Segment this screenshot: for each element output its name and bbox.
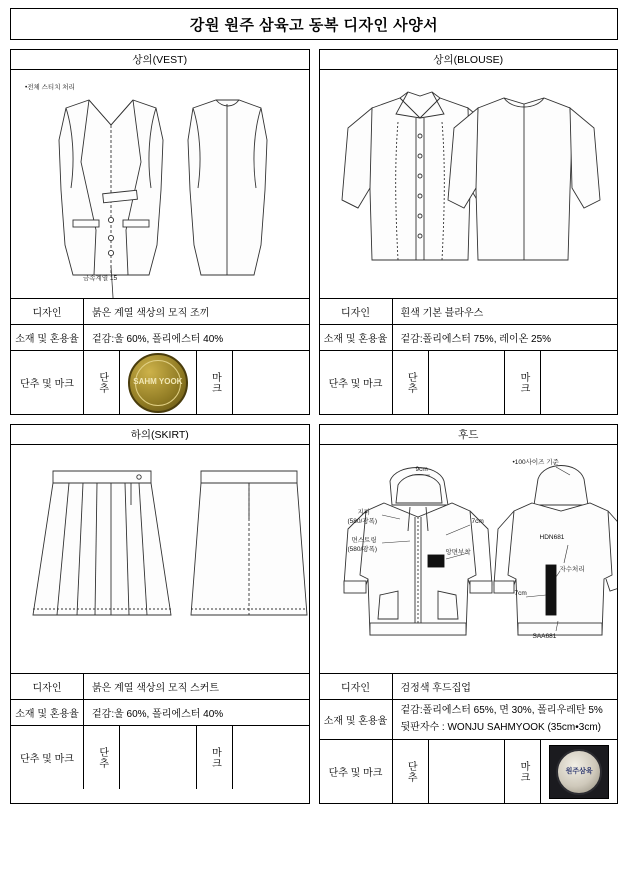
hood-design-row <box>320 674 618 700</box>
skirt-mark-cell-label: 마크 <box>209 746 221 769</box>
panel-skirt-header-label: 하의(SKIRT) <box>130 429 189 441</box>
gold-button-emblem-icon <box>128 353 188 413</box>
vest-mark-label-cell <box>197 351 233 414</box>
blouse-design-row <box>320 299 618 325</box>
vest-button-label: 단추 <box>96 371 108 394</box>
document-title-bar <box>10 8 618 40</box>
skirt-button-image-cell <box>120 726 197 789</box>
hood-note-zipper: 지퍼 <box>357 509 371 516</box>
blouse-material-label: 소재 및 혼용율 <box>320 325 393 350</box>
vest-button-label-cell <box>84 351 120 414</box>
blouse-mark-cell-label: 마크 <box>518 371 529 394</box>
skirt-material-value: 겉감:울 60%, 폴리에스터 40% <box>92 709 224 720</box>
skirt-mark-image-cell <box>233 726 309 789</box>
hood-note-7cm-front: 7cm <box>471 518 484 525</box>
panel-vest-artwork <box>11 70 309 299</box>
hood-note-attachment: 앙면부착 <box>445 549 471 556</box>
hood-mark-label-cell <box>505 740 541 803</box>
blouse-design-label: 디자인 <box>320 299 393 324</box>
hood-mark-cell-label: 마크 <box>518 760 529 783</box>
panel-vest-header-label: 상의(VEST) <box>132 54 188 66</box>
panel-blouse-artwork <box>320 70 618 299</box>
blouse-mark-label-cell <box>505 351 541 414</box>
panel-blouse <box>319 49 619 415</box>
panel-skirt <box>10 424 310 804</box>
embroidered-patch-icon <box>549 745 609 799</box>
skirt-material-row <box>11 700 309 726</box>
vest-design-label: 디자인 <box>11 299 84 324</box>
panel-hood-artwork <box>320 445 618 674</box>
hood-note-size-standard: •100사이즈 기준 <box>512 459 559 466</box>
skirt-material-label: 소재 및 혼용율 <box>11 700 84 725</box>
panel-blouse-header-label: 상의(BLOUSE) <box>433 54 504 66</box>
blouse-button-label-cell <box>393 351 429 414</box>
vest-design-row <box>11 299 309 325</box>
hood-technical-drawing <box>320 445 618 673</box>
blouse-button-label: 단추 <box>405 371 417 394</box>
panel-skirt-artwork <box>11 445 309 674</box>
panel-hood-header <box>320 425 618 445</box>
vest-material-label: 소재 및 혼용율 <box>11 325 84 350</box>
vest-design-value: 붉은 계열 색상의 모직 조끼 <box>92 308 210 319</box>
blouse-mark-label: 단추 및 마크 <box>320 351 393 414</box>
hood-button-image-cell <box>429 740 506 803</box>
vest-note-stitch: •전체 스티치 처리 <box>25 84 75 91</box>
hood-material-value-2: 뒷판자수 : WONJU SAHMYOOK (35cm•3cm) <box>400 721 601 733</box>
skirt-button-label-cell <box>84 726 120 789</box>
hood-note-9cm: 9cm <box>415 466 428 473</box>
panel-hood-header-label: 후드 <box>458 429 479 441</box>
hood-design-value: 검정색 후드집업 <box>400 683 471 694</box>
skirt-design-row <box>11 674 309 700</box>
blouse-mark-image-cell <box>541 351 617 414</box>
skirt-design-value: 붉은 계열 색상의 모직 스커트 <box>92 683 220 694</box>
hood-design-label: 디자인 <box>320 674 393 699</box>
hood-note-saa681: SAA681 <box>532 633 557 640</box>
vest-button-image-cell <box>120 351 197 414</box>
panel-grid <box>10 49 618 804</box>
panel-vest-header <box>11 50 309 70</box>
hood-material-value-1: 겉감:폴리에스터 65%, 면 30%, 폴리우레탄 5% <box>400 705 603 716</box>
gold-button-emblem-text: SAHM YOOK <box>133 377 183 387</box>
page-title: 강원 원주 삼육고 동복 디자인 사양서 <box>189 16 439 34</box>
skirt-mark-row <box>11 726 309 789</box>
hood-material-label: 소재 및 혼용율 <box>320 700 393 739</box>
skirt-design-label: 디자인 <box>11 674 84 699</box>
hood-note-zipper-spec: (580/광폭) <box>347 518 378 525</box>
hood-material-values <box>393 700 618 739</box>
hood-note-7cm-back: 7cm <box>514 590 527 597</box>
hood-note-string: 면스트링 <box>351 537 377 544</box>
skirt-mark-label: 단추 및 마크 <box>11 726 84 789</box>
blouse-design-value: 흰색 기본 블라우스 <box>400 308 484 319</box>
embroidered-patch-text: 원주삼육 <box>556 749 602 795</box>
skirt-mark-label-cell <box>197 726 233 789</box>
panel-skirt-header <box>11 425 309 445</box>
hood-mark-image-cell <box>541 740 617 803</box>
hood-mark-row <box>320 740 618 803</box>
vest-technical-drawing <box>11 70 309 298</box>
hood-mark-cells <box>393 740 618 803</box>
blouse-material-row <box>320 325 618 351</box>
hood-mark-label: 단추 및 마크 <box>320 740 393 803</box>
vest-mark-cells <box>84 351 309 414</box>
blouse-mark-cells <box>393 351 618 414</box>
panel-hood <box>319 424 619 804</box>
blouse-material-value: 겉감:폴리에스터 75%, 레이온 25% <box>400 334 552 345</box>
panel-vest <box>10 49 310 415</box>
hood-note-string-spec: (580/광폭) <box>347 546 378 553</box>
vest-note-button: 금속계열 15 <box>83 275 118 282</box>
hood-note-embroidery: 자수처리 <box>559 566 585 573</box>
vest-mark-image-cell <box>233 351 309 414</box>
panel-blouse-header <box>320 50 618 70</box>
hood-note-hdn681: HDN681 <box>539 534 565 541</box>
hood-material-row <box>320 700 618 740</box>
vest-material-value: 겉감:울 60%, 폴리에스터 40% <box>92 334 224 345</box>
hood-button-label: 단추 <box>405 760 417 783</box>
skirt-mark-cells <box>84 726 309 789</box>
blouse-mark-row <box>320 351 618 414</box>
vest-mark-row <box>11 351 309 414</box>
vest-mark-label: 단추 및 마크 <box>11 351 84 414</box>
skirt-technical-drawing <box>11 445 309 673</box>
vest-material-row <box>11 325 309 351</box>
skirt-button-label: 단추 <box>96 746 108 769</box>
blouse-technical-drawing <box>320 70 618 298</box>
vest-mark-cell-label: 마크 <box>209 371 221 394</box>
hood-button-label-cell <box>393 740 429 803</box>
blouse-button-image-cell <box>429 351 506 414</box>
